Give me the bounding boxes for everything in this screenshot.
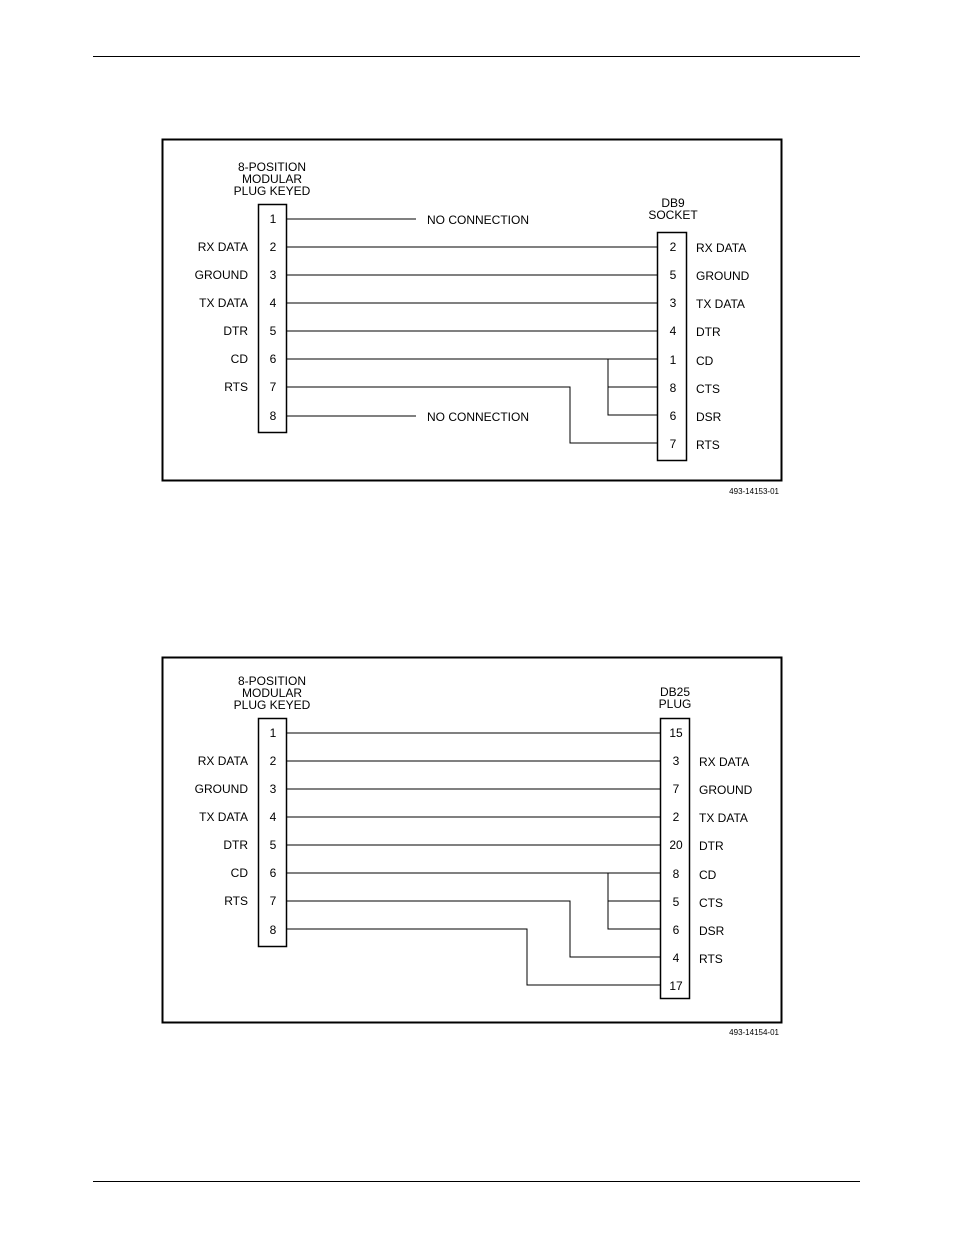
left-pin: 6: [269, 352, 277, 366]
right-pin: 6: [672, 923, 680, 937]
left-pin: 7: [269, 380, 277, 394]
left-signal-label: DTR: [223, 324, 248, 338]
right-signal-label: RX DATA: [699, 755, 750, 769]
right-pin: 5: [669, 268, 677, 282]
no-connection-label: NO CONNECTION: [427, 213, 529, 227]
left-signal-label: RTS: [224, 894, 248, 908]
left-connector-title: 8-POSITION: [237, 674, 307, 688]
right-signal-label: GROUND: [696, 269, 750, 283]
left-signal-label: GROUND: [194, 268, 248, 282]
right-signal-label: DTR: [699, 839, 724, 853]
left-signal-label: RX DATA: [197, 754, 248, 768]
right-pin: 3: [669, 296, 677, 310]
left-pin: 3: [269, 268, 277, 282]
left-connector-title: MODULAR: [241, 172, 303, 186]
right-signal-label: CTS: [696, 382, 720, 396]
right-pin: 4: [669, 324, 677, 338]
right-pin: 20: [669, 838, 683, 852]
figure-id: 493-14154-01: [729, 1028, 779, 1037]
left-pin: 6: [269, 866, 277, 880]
right-signal-label: GROUND: [699, 783, 753, 797]
left-pin: 7: [269, 894, 277, 908]
right-signal-label: TX DATA: [699, 811, 748, 825]
right-pin: 8: [672, 867, 680, 881]
left-pin: 4: [269, 296, 277, 310]
modular-plug-box: [259, 205, 287, 433]
left-signal-label: RX DATA: [197, 240, 248, 254]
left-pin: 8: [269, 409, 277, 423]
right-signal-label: DSR: [696, 410, 722, 424]
left-pin: 2: [269, 240, 277, 254]
left-pin: 8: [269, 923, 277, 937]
right-signal-label: DSR: [699, 924, 725, 938]
right-signal-label: CTS: [699, 896, 723, 910]
right-pin: 8: [669, 381, 677, 395]
right-signal-label: CD: [699, 868, 717, 882]
right-connector-title: DB25: [659, 685, 691, 699]
right-pin: 17: [669, 979, 683, 993]
left-pin: 1: [269, 726, 277, 740]
right-signal-label: RTS: [699, 952, 723, 966]
figure-db25: [163, 658, 782, 1038]
db9-socket-box: [658, 233, 687, 461]
left-pin: 4: [269, 810, 277, 824]
left-connector-title: PLUG KEYED: [233, 184, 311, 198]
right-signal-label: RTS: [696, 438, 720, 452]
left-pin: 5: [269, 838, 277, 852]
right-signal-label: CD: [696, 354, 714, 368]
right-pin: 7: [669, 437, 677, 451]
left-signal-label: CD: [230, 866, 248, 880]
right-signal-label: DTR: [696, 325, 721, 339]
figure-frame: [163, 658, 782, 1023]
right-pin: 1: [669, 353, 677, 367]
left-connector-title: 8-POSITION: [237, 160, 307, 174]
right-connector-title: PLUG: [658, 697, 692, 711]
left-connector-title: MODULAR: [241, 686, 303, 700]
right-pin: 2: [669, 240, 677, 254]
left-signal-label: DTR: [223, 838, 248, 852]
right-pin: 3: [672, 754, 680, 768]
left-connector-title: PLUG KEYED: [233, 698, 311, 712]
right-pin: 4: [672, 951, 680, 965]
left-signal-label: CD: [230, 352, 248, 366]
right-pin: 7: [672, 782, 680, 796]
right-signal-label: TX DATA: [696, 297, 745, 311]
figure-id: 493-14153-01: [729, 487, 779, 496]
left-pin: 3: [269, 782, 277, 796]
wires: [287, 733, 660, 985]
right-connector-title: SOCKET: [648, 208, 698, 222]
right-pin: 5: [672, 895, 680, 909]
right-connector-title: DB9: [661, 196, 685, 210]
right-pin: 15: [669, 726, 683, 740]
figure-db9: [163, 140, 782, 497]
left-pin: 2: [269, 754, 277, 768]
left-signal-label: TX DATA: [199, 296, 248, 310]
left-signal-label: TX DATA: [199, 810, 248, 824]
left-signal-label: GROUND: [194, 782, 248, 796]
modular-plug-box: [259, 719, 287, 947]
left-pin: 1: [269, 212, 277, 226]
left-signal-label: RTS: [224, 380, 248, 394]
left-pin: 5: [269, 324, 277, 338]
no-connection-label: NO CONNECTION: [427, 410, 529, 424]
right-pin: 6: [669, 409, 677, 423]
right-pin: 2: [672, 810, 680, 824]
right-signal-label: RX DATA: [696, 241, 747, 255]
